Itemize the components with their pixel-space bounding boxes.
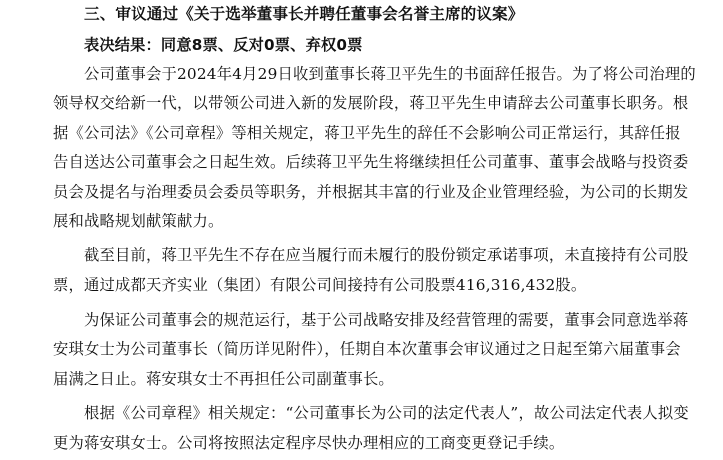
text-line: 员会及提名与治理委员会委员等职务，并根据其丰富的行业及企业管理经验，为公司的长期发 bbox=[53, 183, 689, 201]
text-line: 展和战略规划献策献力。 bbox=[53, 212, 224, 230]
text-line: 届满之日止。蒋安琪女士不再担任公司副董事长。 bbox=[53, 370, 394, 388]
text-line: 为保证公司董事会的规范运行，基于公司战略安排及经营管理的需要，董事会同意选举蒋 bbox=[84, 311, 689, 329]
text-line: 根据《公司章程》相关规定：“公司董事长为公司的法定代表人”，故公司法定代表人拟变 bbox=[84, 404, 689, 422]
section-heading: 三、审议通过《关于选举董事长并聘任董事会名誉主席的议案》 bbox=[84, 5, 524, 23]
text-line: 票，通过成都天齐实业（集团）有限公司间接持有公司股票416,316,432股。 bbox=[53, 276, 587, 294]
text-line: 公司董事会于2024年4月29日收到董事长蒋卫平先生的书面辞任报告。为了将公司治理的 bbox=[84, 65, 696, 83]
vote-result: 表决结果：同意8票、反对0票、弃权0票 bbox=[84, 36, 363, 54]
text-line: 安琪女士为公司董事长（简历详见附件），任期自本次董事会审议通过之日起至第六届董事会 bbox=[53, 340, 681, 358]
text-line: 据《公司法》《公司章程》等相关规定，蒋卫平先生的辞任不会影响公司正常运行，其辞任报 bbox=[53, 124, 681, 142]
text-line: 更为蒋安琪女士。公司将按照法定程序尽快办理相应的工商变更登记手续。 bbox=[53, 434, 565, 452]
text-line: 告自送达公司董事会之日起生效。后续蒋卫平先生将继续担任公司董事、董事会战略与投资委 bbox=[53, 153, 689, 171]
text-line: 截至目前，蒋卫平先生不存在应当履行而未履行的股份锁定承诺事项，未直接持有公司股 bbox=[84, 246, 689, 264]
text-line: 领导权交给新一代，以带领公司进入新的发展阶段，蒋卫平先生申请辞去公司董事长职务。根 bbox=[53, 94, 689, 112]
